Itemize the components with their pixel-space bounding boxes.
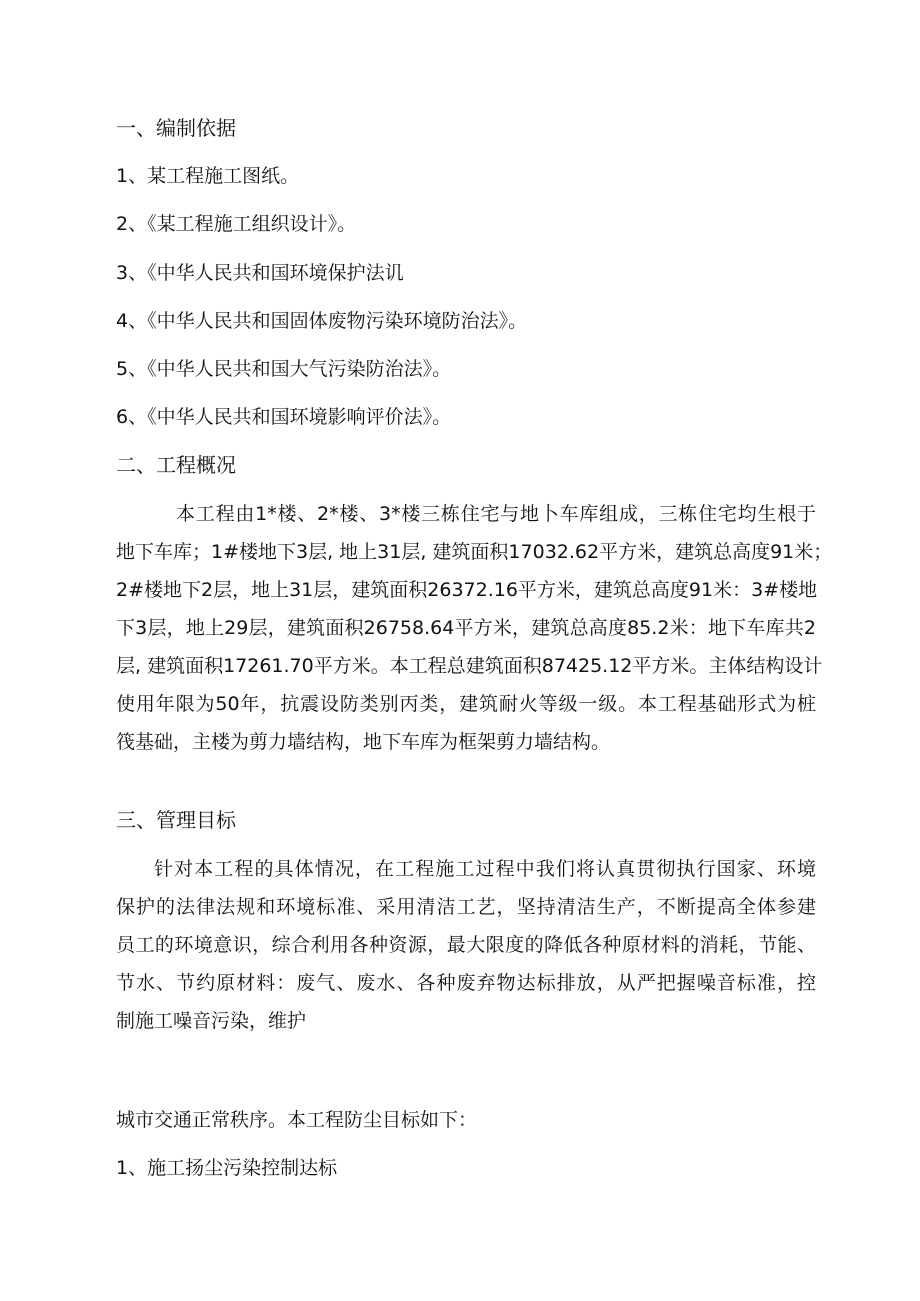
- overview-line-2: 地下车库；1#楼地下3层, 地上31层, 建筑面积17032.62平方米，建筑总高度91米；: [116, 541, 833, 563]
- overview-line-1: 本工程由1*楼、2*楼、3*楼三栋住宅与地卜车库组成，三栋住宅均生根于: [176, 503, 816, 525]
- section-heading-overview: 二、工程概况: [116, 453, 236, 477]
- overview-paragraph: [116, 495, 833, 761]
- basis-item-1: 1、某工程施工图纸。: [116, 165, 300, 187]
- goals-paragraph: [116, 850, 816, 1040]
- goals-continuation: 城市交通正常秩序。本工程防尘目标如下：: [116, 1109, 478, 1131]
- overview-line-4: 下3层，地上29层，建筑面积26758.64平方米，建筑总高度85.2米：地下车库共2: [116, 617, 816, 639]
- goals-line-2: 保护的法律法规和环境标准、采用清洁工艺，坚持清洁生产，不断提高全体参建: [116, 896, 816, 918]
- goals-line-5: 制施工噪音污染，维护: [116, 1010, 307, 1032]
- section-heading-basis: 一、编制依据: [116, 116, 236, 140]
- overview-line-3: 2#楼地下2层，地上31层，建筑面积26372.16平方米，建筑总高度91米：3#楼地: [116, 579, 818, 601]
- overview-line-7: 筏基础，主楼为剪力墙结构，地下车库为框架剪力墙结构。: [116, 731, 611, 753]
- basis-item-5: 5、《中华人民共和国大气污染防治法》。: [116, 358, 452, 380]
- basis-item-3: 3、《中华人民共和国环境保护法讥: [116, 262, 404, 284]
- goals-line-1: 针对本工程的具体情况，在工程施工过程中我们将认真贯彻执行国家、环境: [154, 858, 816, 880]
- overview-line-5: 层, 建筑面积17261.70平方米。本工程总建筑面积87425.12平方米。主体结构设计: [116, 655, 823, 677]
- goals-line-4: 节水、节约原材料：废气、废水、各种废弃物达标排放，从严把握噪音标准，控: [116, 972, 816, 994]
- basis-item-4: 4、《中华人民共和国固体废物污染环境防治法》。: [116, 310, 528, 332]
- section-heading-goals: 三、管理目标: [116, 808, 236, 832]
- goals-item-1: 1、施工扬尘污染控制达标: [116, 1157, 338, 1179]
- goals-line-3: 员工的环境意识，综合利用各种资源，最大限度的降低各种原材料的消耗，节能、: [116, 934, 816, 956]
- basis-item-6: 6、《中华人民共和国环境影响评价法》。: [116, 406, 452, 428]
- overview-line-6: 使用年限为50年，抗震设防类别丙类，建筑耐火等级一级。本工程基础形式为桩: [116, 693, 816, 715]
- basis-item-2: 2、《某工程施工组织设计》。: [116, 213, 357, 235]
